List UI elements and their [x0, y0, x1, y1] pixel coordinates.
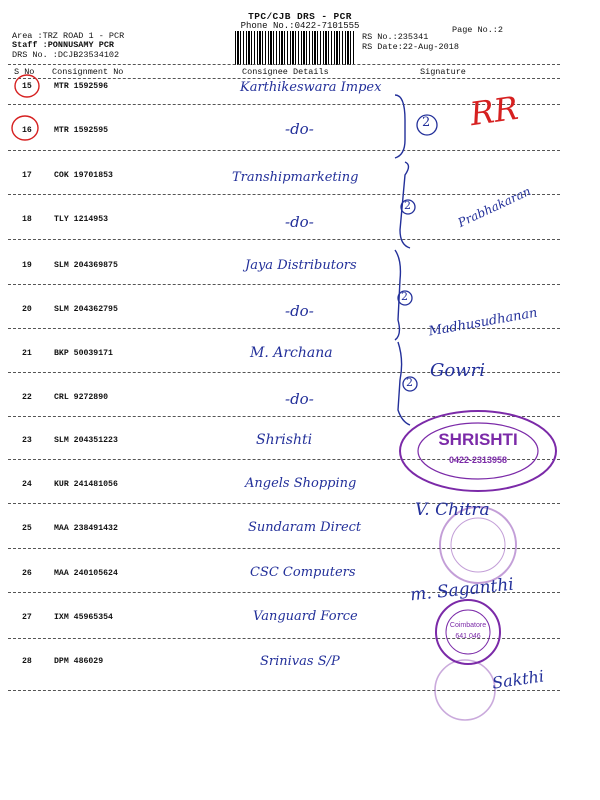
row-consignee: Sundaram Direct — [248, 520, 362, 535]
row-consignment: KUR 241481056 — [54, 480, 118, 489]
signature: Sakthi — [490, 666, 546, 693]
row-consignee: -do- — [285, 120, 314, 138]
row-sno: 25 — [22, 524, 32, 533]
signature: RR — [467, 88, 521, 134]
signature: Gowri — [430, 360, 485, 381]
row-sno: 22 — [22, 393, 32, 402]
row-consignment: MAA 238491432 — [54, 524, 118, 533]
row-consignment: IXM 45965354 — [54, 613, 113, 622]
row-consignee: CSC Computers — [250, 565, 356, 580]
signature: Prabhakaran — [455, 184, 533, 230]
rs-date: RS Date:22-Aug-2018 — [362, 42, 459, 52]
phone-number: Phone No.:0422-7101555 — [240, 21, 360, 31]
row-consignment: MTR 1592595 — [54, 126, 109, 135]
row-consignment: MAA 240105624 — [54, 569, 118, 578]
row-sno: 24 — [22, 480, 32, 489]
row-sno: 17 — [22, 171, 32, 180]
group-count: 2 — [422, 115, 431, 130]
red-circle-mark — [15, 75, 39, 97]
row-sno: 18 — [22, 215, 32, 224]
stamp-phone: 0422-2313958 — [448, 455, 508, 465]
row-consignment: SLM 204369875 — [54, 261, 118, 270]
rs-number: RS No.:235341 — [362, 32, 429, 42]
row-consignee: Angels Shopping — [245, 476, 357, 491]
shrishti-stamp — [400, 411, 556, 491]
row-consignee: -do- — [285, 213, 314, 231]
column-header-sno: S No — [14, 67, 35, 77]
row-sno: 15 — [22, 82, 32, 91]
column-header-consignee: Consignee Details — [242, 67, 329, 77]
stamp-city: Coimbatore — [449, 622, 487, 629]
group-count: 2 — [406, 376, 413, 389]
row-consignment: BKP 50039171 — [54, 349, 113, 358]
drs-number: DRS No. :DCJB23534102 — [12, 50, 120, 60]
staff-label: Staff :PONNUSAMY PCR — [12, 40, 115, 50]
row-sno: 26 — [22, 569, 32, 578]
signature: m. Saganthi — [409, 574, 515, 606]
row-consignment: MTR 1592596 — [54, 82, 109, 91]
row-consignment: SLM 204362795 — [54, 305, 118, 314]
row-consignee: -do- — [285, 390, 314, 408]
row-consignee: Shrishti — [256, 432, 313, 448]
row-consignee: Transhipmarketing — [232, 170, 359, 185]
row-consignment: CRL 9272890 — [54, 393, 109, 402]
signature: Madhusudhanan — [427, 305, 539, 340]
row-sno: 16 — [22, 126, 32, 135]
area-label: Area :TRZ ROAD 1 - PCR — [12, 31, 125, 41]
brace-mark — [395, 250, 400, 340]
row-consignment: COK 19701853 — [54, 171, 113, 180]
row-consignee: Karthikeswara Impex — [240, 80, 382, 95]
row-consignment: SLM 204351223 — [54, 436, 118, 445]
group-count: 2 — [404, 199, 411, 212]
column-header-consignment: Consignment No — [52, 67, 124, 77]
brace-mark — [395, 95, 405, 158]
row-sno: 23 — [22, 436, 32, 445]
stamp-name: SHRISHTI — [438, 430, 518, 449]
group-count: 2 — [401, 290, 408, 303]
row-consignee: M. Archana — [250, 345, 333, 361]
vanguard-seal — [436, 600, 500, 664]
row-sno: 21 — [22, 349, 32, 358]
row-consignee: -do- — [285, 302, 314, 320]
page-number: Page No.:2 — [452, 25, 504, 35]
stamp-pin: 641 046 — [455, 633, 481, 640]
row-consignee: Vanguard Force — [253, 609, 358, 624]
row-consignment: DPM 486029 — [54, 657, 104, 666]
faded-seal — [435, 660, 495, 720]
row-consignment: TLY 1214953 — [54, 215, 109, 224]
document-title: TPC/CJB DRS - PCR — [248, 11, 352, 22]
row-sno: 28 — [22, 657, 32, 666]
red-circle-mark — [12, 116, 38, 140]
row-consignee: Srinivas S/P — [260, 654, 340, 669]
row-consignee: Jaya Distributors — [245, 258, 357, 273]
row-sno: 19 — [22, 261, 32, 270]
signature: V. Chitra — [415, 500, 490, 520]
column-header-signature: Signature — [420, 67, 466, 77]
row-sno: 27 — [22, 613, 32, 622]
row-sno: 20 — [22, 305, 32, 314]
